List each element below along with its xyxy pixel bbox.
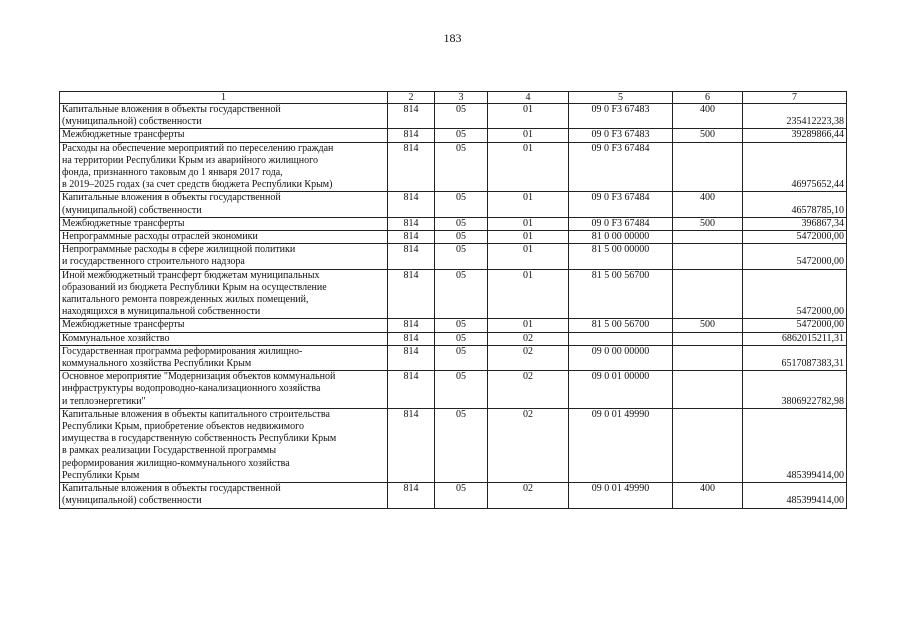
column-header: 5: [569, 92, 673, 104]
amount-cell: 39289866,44: [743, 129, 847, 142]
admin-code-cell: 814: [388, 319, 435, 332]
column-header: 3: [435, 92, 488, 104]
admin-code-cell: 814: [388, 192, 435, 217]
expense-type-cell: [673, 371, 743, 409]
target-article-cell: 09 0 F3 67484: [569, 142, 673, 192]
target-article-cell: 09 0 01 49990: [569, 408, 673, 482]
row-name-cell: Капитальные вложения в объекты государственной (муниципальной) собственности: [60, 104, 388, 129]
admin-code-cell: 814: [388, 129, 435, 142]
row-name-cell: Межбюджетные трансферты: [60, 217, 388, 230]
row-name-cell: Капитальные вложения в объекты государственной (муниципальной) собственности: [60, 483, 388, 508]
target-article-cell: 81 5 00 56700: [569, 269, 673, 319]
row-name-cell: Коммунальное хозяйство: [60, 332, 388, 345]
subsection-code-cell: 01: [488, 217, 569, 230]
amount-cell: 46578785,10: [743, 192, 847, 217]
page-number: 183: [443, 31, 462, 45]
amount-cell: 5472000,00: [743, 319, 847, 332]
expense-type-cell: 400: [673, 483, 743, 508]
subsection-code-cell: 01: [488, 129, 569, 142]
expense-type-cell: [673, 408, 743, 482]
table-row: [60, 192, 847, 217]
admin-code-cell: 814: [388, 217, 435, 230]
budget-table: [59, 91, 847, 509]
table-row: [60, 142, 847, 192]
target-article-cell: 81 5 00 56700: [569, 319, 673, 332]
target-article-cell: 09 0 F3 67483: [569, 104, 673, 129]
section-code-cell: 05: [435, 244, 488, 269]
table-row: [60, 217, 847, 230]
subsection-code-cell: 01: [488, 269, 569, 319]
amount-cell: 396867,34: [743, 217, 847, 230]
admin-code-cell: 814: [388, 104, 435, 129]
section-code-cell: 05: [435, 319, 488, 332]
row-name-cell: Основное мероприятие "Модернизация объектов коммунальной инфраструктуры водопроводно-канализационного хозяйства и теплоэнергетики": [60, 371, 388, 409]
section-code-cell: 05: [435, 269, 488, 319]
row-name-cell: Непрограммные расходы отраслей экономики: [60, 231, 388, 244]
table-row: [60, 129, 847, 142]
expense-type-cell: [673, 244, 743, 269]
amount-cell: 5472000,00: [743, 244, 847, 269]
section-code-cell: 05: [435, 231, 488, 244]
section-code-cell: 05: [435, 142, 488, 192]
section-code-cell: 05: [435, 345, 488, 370]
admin-code-cell: 814: [388, 483, 435, 508]
expense-type-cell: 400: [673, 104, 743, 129]
table-row: [60, 408, 847, 482]
expense-type-cell: 400: [673, 192, 743, 217]
amount-cell: 46975652,44: [743, 142, 847, 192]
subsection-code-cell: 02: [488, 371, 569, 409]
row-name-cell: Межбюджетные трансферты: [60, 129, 388, 142]
target-article-cell: 09 0 00 00000: [569, 345, 673, 370]
amount-cell: 6517087383,31: [743, 345, 847, 370]
amount-cell: 235412223,38: [743, 104, 847, 129]
row-name-cell: Непрограммные расходы в сфере жилищной политики и государственного строительного надзора: [60, 244, 388, 269]
admin-code-cell: 814: [388, 142, 435, 192]
expense-type-cell: [673, 231, 743, 244]
amount-cell: 485399414,00: [743, 483, 847, 508]
table-row: [60, 269, 847, 319]
table-row: [60, 371, 847, 409]
table-row: [60, 319, 847, 332]
column-header: 1: [60, 92, 388, 104]
row-name-cell: Капитальные вложения в объекты государственной (муниципальной) собственности: [60, 192, 388, 217]
section-code-cell: 05: [435, 408, 488, 482]
section-code-cell: 05: [435, 332, 488, 345]
section-code-cell: 05: [435, 217, 488, 230]
admin-code-cell: 814: [388, 345, 435, 370]
table-row: [60, 244, 847, 269]
section-code-cell: 05: [435, 371, 488, 409]
subsection-code-cell: 01: [488, 142, 569, 192]
column-header: 6: [673, 92, 743, 104]
column-header: 2: [388, 92, 435, 104]
subsection-code-cell: 02: [488, 483, 569, 508]
subsection-code-cell: 01: [488, 192, 569, 217]
admin-code-cell: 814: [388, 231, 435, 244]
expense-type-cell: [673, 142, 743, 192]
column-header: 7: [743, 92, 847, 104]
target-article-cell: 09 0 01 00000: [569, 371, 673, 409]
table-row: [60, 345, 847, 370]
section-code-cell: 05: [435, 129, 488, 142]
subsection-code-cell: 02: [488, 332, 569, 345]
admin-code-cell: 814: [388, 408, 435, 482]
column-header: 4: [488, 92, 569, 104]
row-name-cell: Капитальные вложения в объекты капитального строительства Республики Крым, приобретение объектов недвижимого имущества в государственную собственность Республики Крым в рамках реализации Государственной программы реформирования жилищно-коммунального хозяйства Республики Крым: [60, 408, 388, 482]
target-article-cell: 81 5 00 00000: [569, 244, 673, 269]
expense-type-cell: [673, 269, 743, 319]
table-row: [60, 483, 847, 508]
section-code-cell: 05: [435, 483, 488, 508]
row-name-cell: Государственная программа реформирования жилищно- коммунального хозяйства Республики Крым: [60, 345, 388, 370]
subsection-code-cell: 01: [488, 104, 569, 129]
row-name-cell: Иной межбюджетный трансферт бюджетам муниципальных образований из бюджета Республики Крым на осуществление капитального ремонта поврежденных жилых помещений, находящихся в муниципальной собственности: [60, 269, 388, 319]
amount-cell: 5472000,00: [743, 231, 847, 244]
subsection-code-cell: 02: [488, 408, 569, 482]
table-row: [60, 332, 847, 345]
expense-type-cell: 500: [673, 319, 743, 332]
subsection-code-cell: 01: [488, 319, 569, 332]
target-article-cell: [569, 332, 673, 345]
amount-cell: 5472000,00: [743, 269, 847, 319]
target-article-cell: 09 0 F3 67484: [569, 217, 673, 230]
row-name-cell: Межбюджетные трансферты: [60, 319, 388, 332]
table-row: [60, 231, 847, 244]
subsection-code-cell: 02: [488, 345, 569, 370]
amount-cell: 3806922782,98: [743, 371, 847, 409]
expense-type-cell: [673, 332, 743, 345]
table-header-row: [60, 92, 847, 104]
admin-code-cell: 814: [388, 244, 435, 269]
target-article-cell: 09 0 01 49990: [569, 483, 673, 508]
admin-code-cell: 814: [388, 332, 435, 345]
amount-cell: 485399414,00: [743, 408, 847, 482]
section-code-cell: 05: [435, 192, 488, 217]
target-article-cell: 09 0 F3 67483: [569, 129, 673, 142]
expense-type-cell: [673, 345, 743, 370]
target-article-cell: 81 0 00 00000: [569, 231, 673, 244]
expense-type-cell: 500: [673, 129, 743, 142]
row-name-cell: Расходы на обеспечение мероприятий по переселению граждан на территории Республики Крым из аварийного жилищного фонда, признанного таковым до 1 января 2017 года, в 2019–2025 годах (за счет средств бюджета Республики Крым): [60, 142, 388, 192]
subsection-code-cell: 01: [488, 244, 569, 269]
table-row: [60, 104, 847, 129]
section-code-cell: 05: [435, 104, 488, 129]
expense-type-cell: 500: [673, 217, 743, 230]
subsection-code-cell: 01: [488, 231, 569, 244]
amount-cell: 6862015211,31: [743, 332, 847, 345]
admin-code-cell: 814: [388, 269, 435, 319]
target-article-cell: 09 0 F3 67484: [569, 192, 673, 217]
admin-code-cell: 814: [388, 371, 435, 409]
